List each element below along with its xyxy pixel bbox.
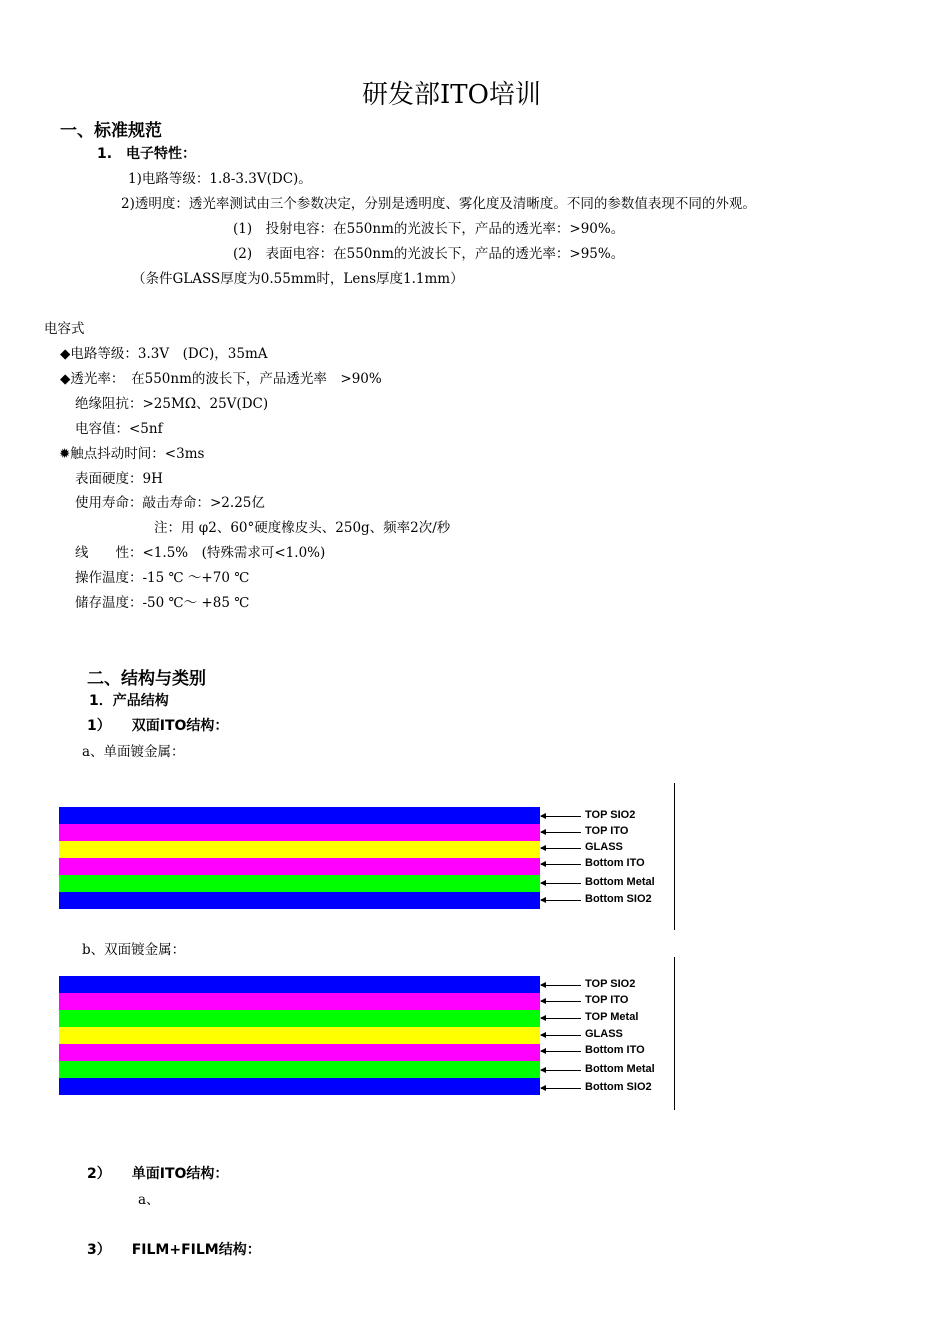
layer-bar — [59, 1061, 540, 1078]
section2-heading: 二、结构与类别 — [87, 669, 206, 689]
layer-label: Bottom Metal — [585, 876, 655, 888]
section2-item1a: a、单面镀金属： — [82, 744, 185, 760]
layer-label: Bottom SIO2 — [585, 1081, 652, 1093]
spec-line: (2) 表面电容：在550nm的光波长下，产品的透光率：>95%。 — [233, 246, 625, 262]
spec-line: （条件GLASS厚度为0.55mm时，Lens厚度1.1mm） — [132, 271, 464, 287]
layer-label: TOP Metal — [585, 1011, 639, 1023]
layer-bar — [59, 892, 540, 909]
capacitive-item: 操作温度：-15 ℃ ～+70 ℃ — [75, 570, 250, 586]
arrow-icon — [541, 1070, 581, 1071]
page-title: 研发部ITO培训 — [362, 80, 541, 110]
capacitive-item: 注：用 φ2、60°硬度橡皮头、250g、频率2次/秒 — [154, 520, 451, 536]
layer-label: Bottom ITO — [585, 1044, 645, 1056]
layer-bar — [59, 1078, 540, 1095]
layer-bar — [59, 993, 540, 1010]
arrow-icon — [541, 1018, 581, 1019]
layer-label: Bottom Metal — [585, 1063, 655, 1075]
layer-label: Bottom SIO2 — [585, 893, 652, 905]
layer-label: TOP ITO — [585, 825, 629, 837]
layer-label: GLASS — [585, 841, 623, 853]
section2-item3: 3） FILM+FILM结构： — [87, 1242, 261, 1258]
arrow-icon — [541, 1088, 581, 1089]
arrow-icon — [541, 1035, 581, 1036]
section1-heading: 一、标准规范 — [60, 121, 162, 141]
layer-bar — [59, 824, 540, 841]
spec-line: 1)电路等级：1.8-3.3V(DC)。 — [128, 171, 312, 187]
layer-bar — [59, 858, 540, 875]
layer-label: TOP ITO — [585, 994, 629, 1006]
spec-line: (1) 投射电容：在550nm的光波长下，产品的透光率：>90%。 — [233, 221, 625, 237]
capacitive-item: ✹触点抖动时间：<3ms — [59, 446, 205, 462]
arrow-icon — [541, 864, 581, 865]
capacitive-item: ◆电路等级：3.3V (DC)，35mA — [60, 346, 268, 362]
section2-sub1: 1．产品结构 — [89, 693, 169, 709]
layer-label: GLASS — [585, 1028, 623, 1040]
arrow-icon — [541, 816, 581, 817]
layer-bar — [59, 841, 540, 858]
arrow-icon — [541, 848, 581, 849]
layer-bar — [59, 875, 540, 892]
layer-bar — [59, 1027, 540, 1044]
layer-label: TOP SIO2 — [585, 978, 636, 990]
layer-label: Bottom ITO — [585, 857, 645, 869]
capacitive-item: 使用寿命：敲击寿命：>2.25亿 — [75, 495, 265, 511]
section2-item2: 2） 单面ITO结构： — [87, 1166, 229, 1182]
diagram2-border — [674, 957, 675, 1110]
layer-label: TOP SIO2 — [585, 809, 636, 821]
capacitive-item: 储存温度：-50 ℃～ +85 ℃ — [75, 595, 250, 611]
layer-bar — [59, 807, 540, 824]
layer-bar — [59, 1044, 540, 1061]
section2-item1b: b、双面镀金属： — [82, 942, 186, 958]
arrow-icon — [541, 832, 581, 833]
spec-line: 2)透明度：透光率测试由三个参数决定，分别是透明度、雾化度及清晰度。不同的参数值表现不同的外观。 — [121, 196, 756, 212]
capacitive-item: ◆透光率： 在550nm的波长下，产品透光率 >90% — [60, 371, 382, 387]
arrow-icon — [541, 1051, 581, 1052]
arrow-icon — [541, 900, 581, 901]
diagram1-border — [674, 783, 675, 930]
layer-bar — [59, 976, 540, 993]
section2-item1: 1） 双面ITO结构： — [87, 718, 229, 734]
capacitive-item: 电容值：<5nf — [75, 421, 163, 437]
capacitive-item: 线 性：<1.5% (特殊需求可<1.0%) — [75, 545, 326, 561]
layer-bar — [59, 1010, 540, 1027]
section1-sub1: 1. 电子特性： — [97, 146, 197, 162]
section2-item2a: a、 — [138, 1192, 160, 1208]
capacitive-item: 绝缘阻抗：>25MΩ、25V(DC) — [75, 396, 269, 412]
arrow-icon — [541, 883, 581, 884]
arrow-icon — [541, 985, 581, 986]
arrow-icon — [541, 1001, 581, 1002]
capacitive-item: 表面硬度：9H — [75, 471, 163, 487]
capacitive-heading: 电容式 — [44, 321, 85, 337]
